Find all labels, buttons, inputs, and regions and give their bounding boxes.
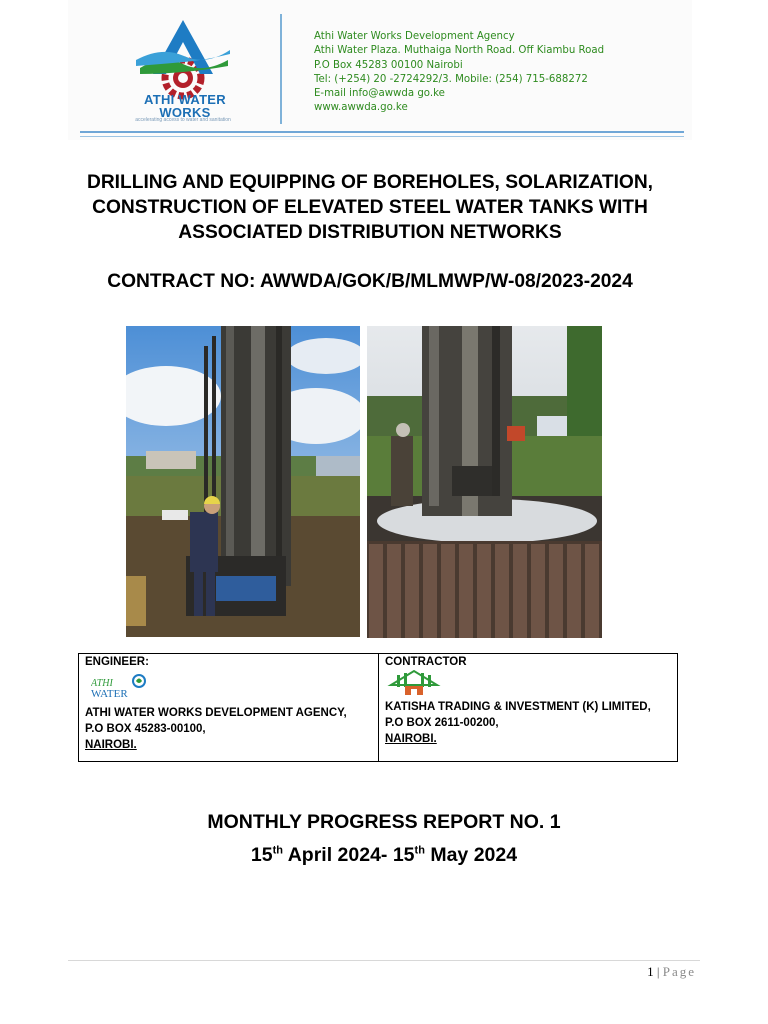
agency-website: www.awwda.go.ke [314,102,408,114]
project-title [60,170,680,245]
logo-wordmark [130,93,240,119]
engineer-details [85,705,347,753]
contractor-name: KATISHA TRADING & INVESTMENT (K) LIMITED, [385,701,651,713]
svg-text:WATER: WATER [91,688,128,700]
contractor-details [385,699,651,747]
agency-name: Athi Water Works Development Agency [314,31,515,42]
period-start-suffix: th [272,844,283,857]
agency-address: Athi Water Plaza. Muthaiga North Road. Off Kiambu Road [314,45,605,57]
agency-telephone: Tel: (+254) 20 -2724292/3. Mobile: (254) 715-688272 [314,73,588,85]
page-separator: | [656,964,660,979]
letterhead [68,0,692,140]
page-number: 1 [647,964,654,979]
contractor-po-box: P.O BOX 2611-00200, [385,717,499,729]
engineer-label: ENGINEER: [85,656,149,668]
logo-wordmark-line1: ATHI WATER [144,92,226,107]
project-title-line2: CONSTRUCTION OF ELEVATED STEEL WATER TANKS WITH [92,197,648,218]
parties-table [78,653,678,762]
report-period [84,844,684,867]
footer-rule [68,960,700,961]
letterhead-divider [280,14,282,124]
period-middle: April 2024- [283,844,393,866]
contractor-label: CONTRACTOR [385,656,467,668]
engineer-city: NAIROBI. [85,739,137,751]
contractor-city: NAIROBI. [385,733,437,745]
period-end-suffix: th [414,844,425,857]
contractor-logo [387,667,441,697]
drilling-rig-photo [126,326,360,637]
contractor-cell [379,654,677,761]
drill-pipes-photo [367,326,602,638]
project-title-line1: DRILLING AND EQUIPPING OF BOREHOLES, SOLARIZATION, [86,172,654,193]
letterhead-rule-thin [80,136,684,137]
period-end-day: 15 [392,844,415,866]
letterhead-contact-block [314,30,604,116]
agency-email: E-mail info@awwda go.ke [314,88,445,100]
engineer-logo [91,672,147,700]
letterhead-rule [80,131,684,133]
period-start-day: 15 [250,844,273,866]
page-footer [647,964,696,980]
project-title-line3: ASSOCIATED DISTRIBUTION NETWORKS [178,222,562,243]
engineer-name: ATHI WATER WORKS DEVELOPMENT AGENCY, [85,707,347,719]
period-end: May 2024 [424,844,518,866]
engineer-po-box: P.O BOX 45283-00100, [85,723,206,735]
contract-number: CONTRACT NO: AWWDA/GOK/B/MLMWP/W-08/2023-2024 [107,271,633,292]
logo-tagline: accelerating access to water and sanitation [135,117,231,123]
logo-wordmark-line2: WORKS [159,105,211,120]
page-word: Page [662,964,696,979]
svg-text:ATHI: ATHI [91,678,113,689]
agency-po-box: P.O Box 45283 00100 Nairobi [314,59,463,71]
report-title: MONTHLY PROGRESS REPORT NO. 1 [207,811,561,833]
engineer-cell [79,654,379,761]
